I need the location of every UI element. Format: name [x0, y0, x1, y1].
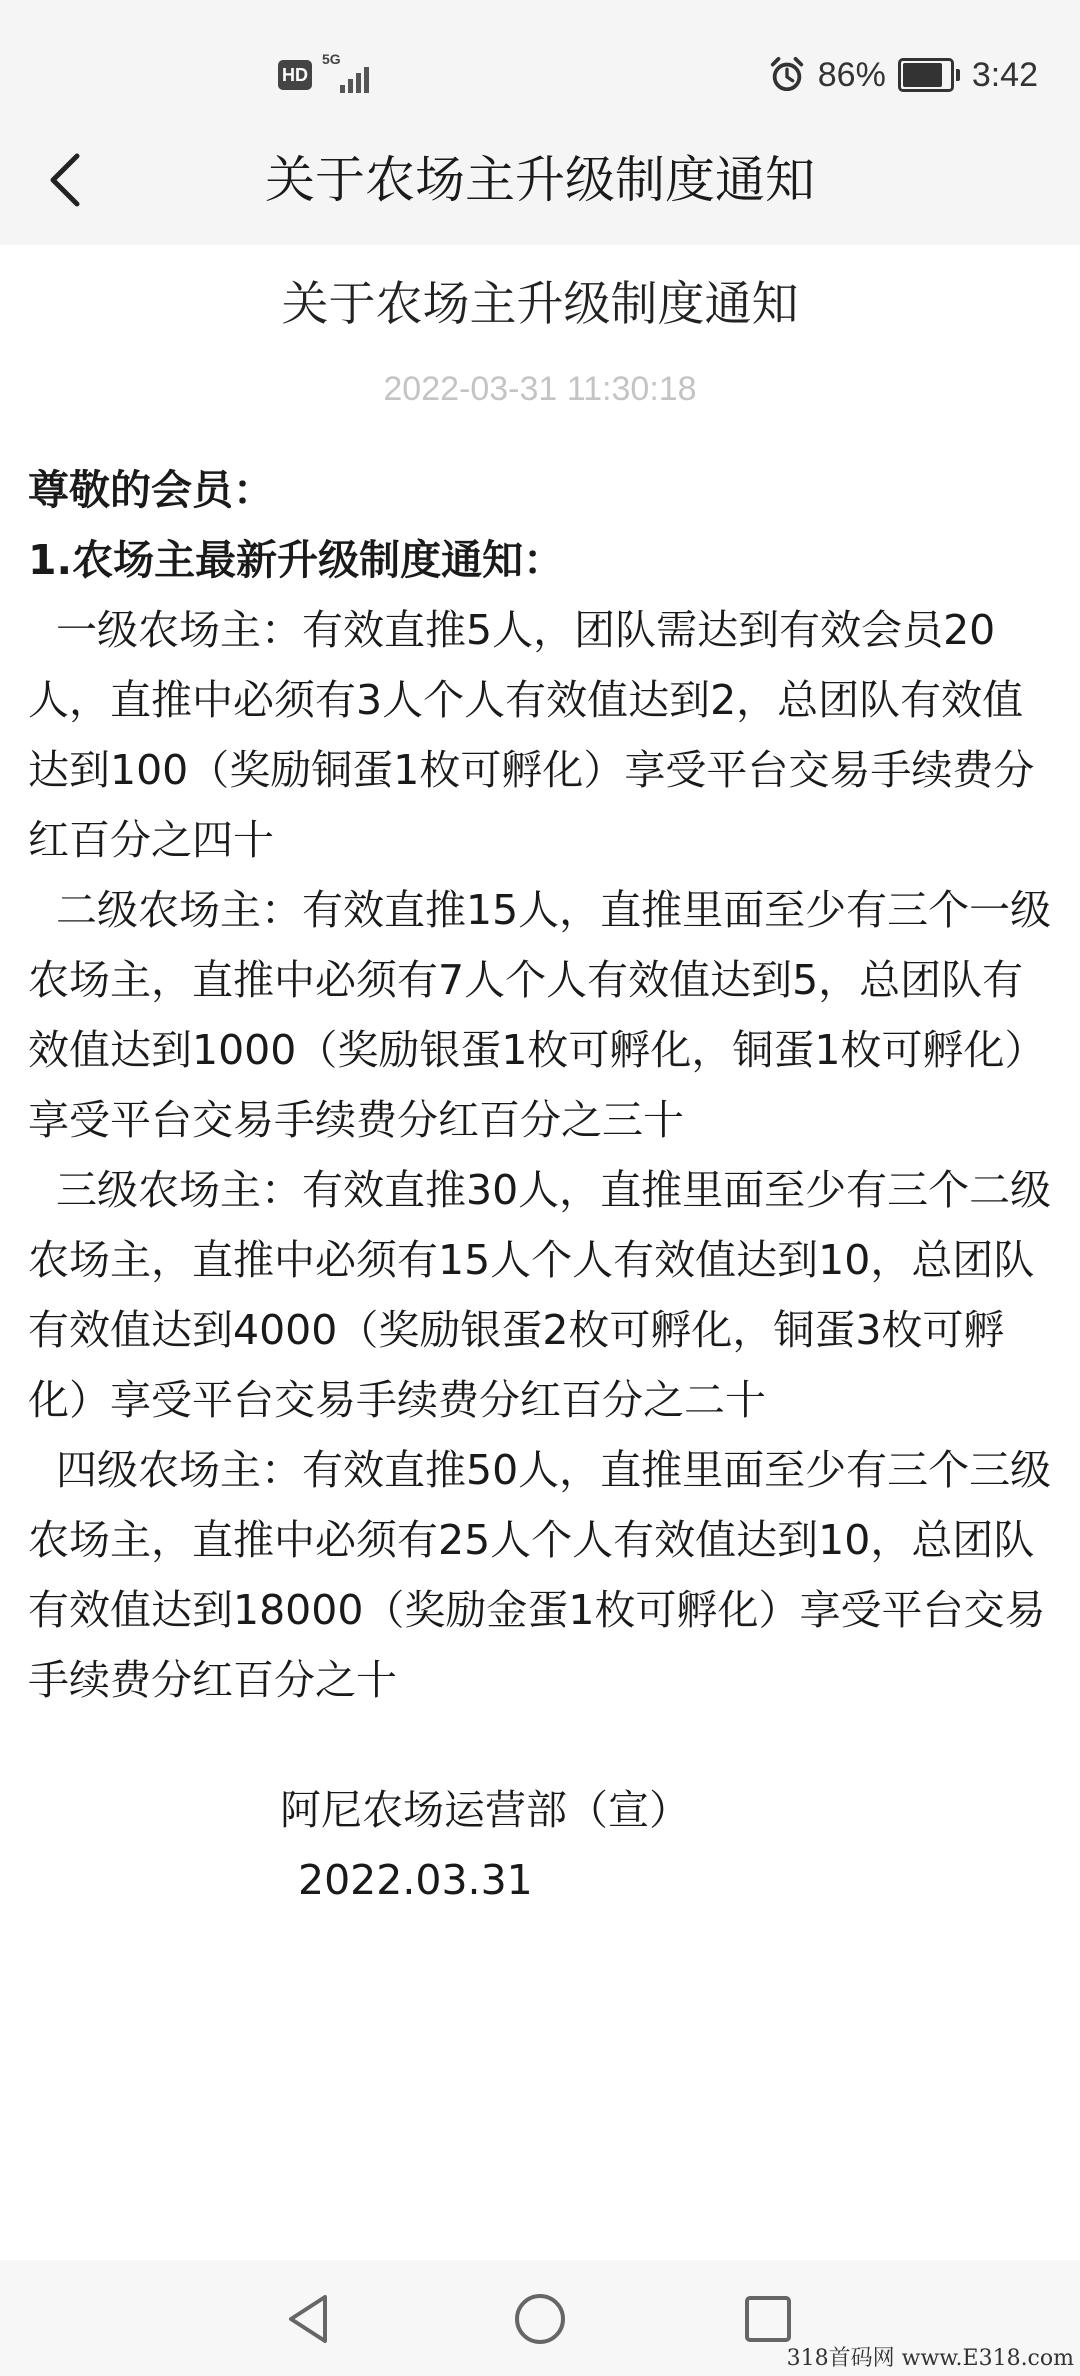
section-title: 1.农场主最新升级制度通知：	[28, 536, 565, 584]
article-title: 关于农场主升级制度通知	[281, 277, 799, 332]
system-back-button[interactable]	[273, 2284, 343, 2354]
greeting: 尊敬的会员：	[28, 466, 274, 514]
level-4-paragraph: 四级农场主：有效直推50人，直推里面至少有三个三级农场主，直推中必须有25人个人有效值达到10，总团队有效值达到18000（奖励金蛋1枚可孵化）享受平台交易手续费分红百分之十	[28, 1446, 1052, 1704]
status-bar	[0, 0, 1080, 150]
battery-percent: 86%	[817, 55, 886, 94]
hd-icon: HD	[278, 60, 312, 90]
home-circle-icon	[512, 2291, 568, 2347]
level-2-paragraph: 二级农场主：有效直推15人，直推里面至少有三个一级农场主，直推中必须有7人个人有效值达到5，总团队有效值达到1000（奖励银蛋1枚可孵化，铜蛋1枚可孵化）享受平台交易手续费分红百分之三十	[28, 886, 1052, 1144]
signature-text: 阿尼农场运营部（宣）	[280, 1786, 690, 1834]
level-1-paragraph: 一级农场主：有效直推5人，团队需达到有效会员20人，直推中必须有3人个人有效值达到2，总团队有效值达到100（奖励铜蛋1枚可孵化）享受平台交易手续费分红百分之四十	[28, 606, 1035, 864]
signature-date: 2022.03.31	[298, 1856, 533, 1904]
battery-icon	[898, 58, 960, 92]
page-title: 关于农场主升级制度通知	[265, 151, 815, 209]
status-right	[768, 48, 1038, 102]
article-content	[28, 455, 1058, 1715]
status-left	[278, 52, 378, 98]
system-nav-bar	[0, 2260, 1080, 2376]
recents-square-icon	[742, 2293, 794, 2345]
network-type-label: 5G	[322, 51, 341, 67]
alarm-icon	[768, 55, 806, 95]
signal-icon	[322, 53, 378, 97]
back-triangle-icon	[283, 2291, 333, 2347]
system-home-button[interactable]	[505, 2284, 575, 2354]
status-time: 3:42	[971, 55, 1038, 94]
signature-block	[280, 1775, 690, 1915]
level-3-paragraph: 三级农场主：有效直推30人，直推里面至少有三个二级农场主，直推中必须有15人个人有效值达到10，总团队有效值达到4000（奖励银蛋2枚可孵化，铜蛋3枚可孵化）享受平台交易手续费分红百分之二十	[28, 1166, 1052, 1424]
article-date: 2022-03-31 11:30:18	[383, 370, 697, 408]
watermark: 318首码网 www.E318.com	[786, 2346, 1074, 2371]
